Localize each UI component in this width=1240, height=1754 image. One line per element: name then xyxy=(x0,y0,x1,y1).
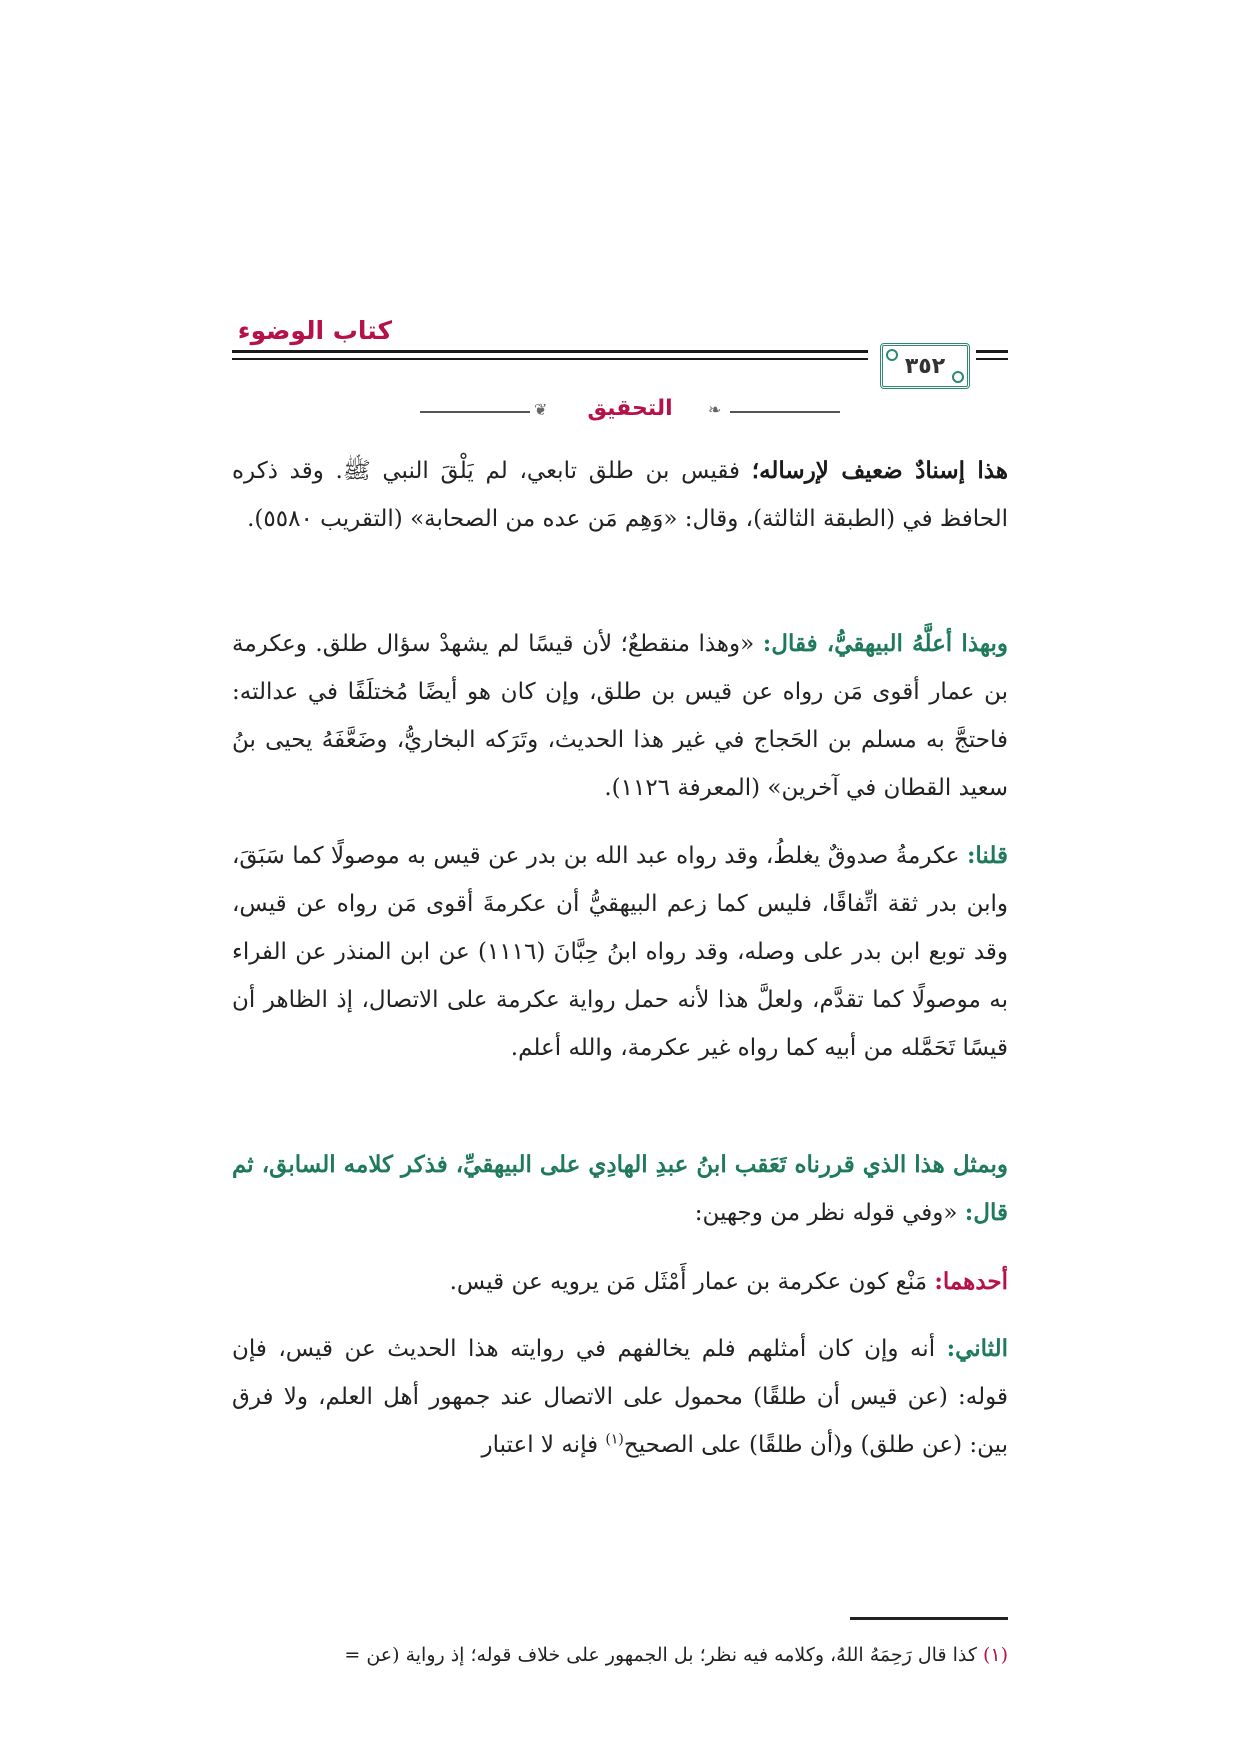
paragraph-2-body: «وهذا منقطعٌ؛ لأن قيسًا لم يشهدْ سؤال طلق. وعكرمة بن عمار أقوى مَن رواه عن قيس بن طلق، وإن كان هو أيضًا مُختلَفًا في عدالته: فاحتجَّ به مسلم بن الحَجاج في غير هذا الحديث، وتَرَكه البخاريُّ، وضَعَّفَهُ يحيى بنُ سعيد القطان في آخرين» (المعرفة ١١٢٦). xyxy=(232,631,1008,801)
footnote-text: كذا قال رَحِمَهُ اللهُ، وكلامه فيه نظر؛ بل الجمهور على خلاف قوله؛ إذ رواية (عن = xyxy=(344,1644,983,1666)
paragraph-1 xyxy=(232,447,1008,543)
paragraph-5-body: مَنْع كون عكرمة بن عمار أَمْثَل مَن يرويه عن قيس. xyxy=(449,1269,935,1295)
header-rule-right-top xyxy=(976,350,1008,353)
paragraph-6 xyxy=(232,1325,1008,1469)
flourish-right-icon: ❧ xyxy=(708,400,722,419)
header-rule-top xyxy=(232,350,868,353)
section-divider-right xyxy=(730,411,840,413)
paragraph-5 xyxy=(232,1258,1008,1306)
footnote xyxy=(232,1638,1008,1672)
paragraph-2 xyxy=(232,620,1008,812)
paragraph-1-lead: هذا إسنادٌ ضعيف لإرساله؛ xyxy=(751,457,1008,484)
paragraph-2-lead: وبهذا أعلَّهُ البيهقيُّ، فقال: xyxy=(762,630,1008,657)
paragraph-3 xyxy=(232,832,1008,1072)
running-header-title: كتاب الوضوء xyxy=(237,316,392,345)
header-rule-bottom xyxy=(232,358,868,360)
paragraph-4-body: «وفي قوله نظر من وجهين: xyxy=(694,1200,965,1226)
section-heading: التحقيق xyxy=(560,396,700,421)
paragraph-4-lead: وبمثل هذا الذي قررناه تَعَقب ابنُ عبدِ الهادِي على البيهقيِّ، فذكر كلامه السابق، ثم قال: xyxy=(232,1151,1008,1226)
section-heading-row xyxy=(420,398,840,428)
footnote-separator xyxy=(850,1617,1008,1620)
page-number: ٣٥٢ xyxy=(880,343,970,389)
paragraph-1-body: فقيس بن طلق تابعي، لم يَلْقَ النبي ﷺ. وقد ذكره الحافظ في (الطبقة الثالثة)، وقال: «وَهِم مَن عده من الصحابة» (التقريب ٥٥٨٠). xyxy=(232,458,1008,532)
footnote-number: (١) xyxy=(982,1644,1008,1666)
paragraph-4 xyxy=(232,1141,1008,1237)
header-rule-right-bottom xyxy=(976,358,1008,360)
paragraph-5-lead: أحدهما: xyxy=(934,1268,1008,1295)
flourish-left-icon: ❦ xyxy=(534,400,548,419)
footnote-reference[interactable]: (١) xyxy=(605,1431,624,1448)
paragraph-6-body: أنه وإن كان أمثلهم فلم يخالفهم في روايته هذا الحديث عن قيس، فإن قوله: (عن قيس أن طلقًا) محمول على الاتصال عند جمهور أهل العلم، ولا فرق بين: (عن طلق) و(أن طلقًا) على الصحيح xyxy=(232,1336,1008,1458)
section-divider-left xyxy=(420,411,530,413)
paragraph-3-lead: قلنا: xyxy=(966,842,1008,869)
paragraph-6-body-end: فإنه لا اعتبار xyxy=(481,1432,606,1458)
paragraph-3-body: عكرمةُ صدوقٌ يغلطُ، وقد رواه عبد الله بن بدر عن قيس به موصولًا كما سَبَقَ، وابن بدر ثقة اتِّفاقًا، فليس كما زعم البيهقيُّ أن عكرمةَ أقوى مَن رواه عن قيس، وقد توبع ابن بدر على وصله، وقد رواه ابنُ حِبَّانَ (١١١٦) عن ابن المنذر عن الفراء به موصولًا كما تقدَّم، ولعلَّ هذا لأنه حمل رواية عكرمة على الاتصال، إذ الظاهر أن قيسًا تَحَمَّله من أبيه كما رواه غير عكرمة، والله أعلم. xyxy=(232,843,1008,1061)
paragraph-6-lead: الثاني: xyxy=(946,1335,1008,1362)
